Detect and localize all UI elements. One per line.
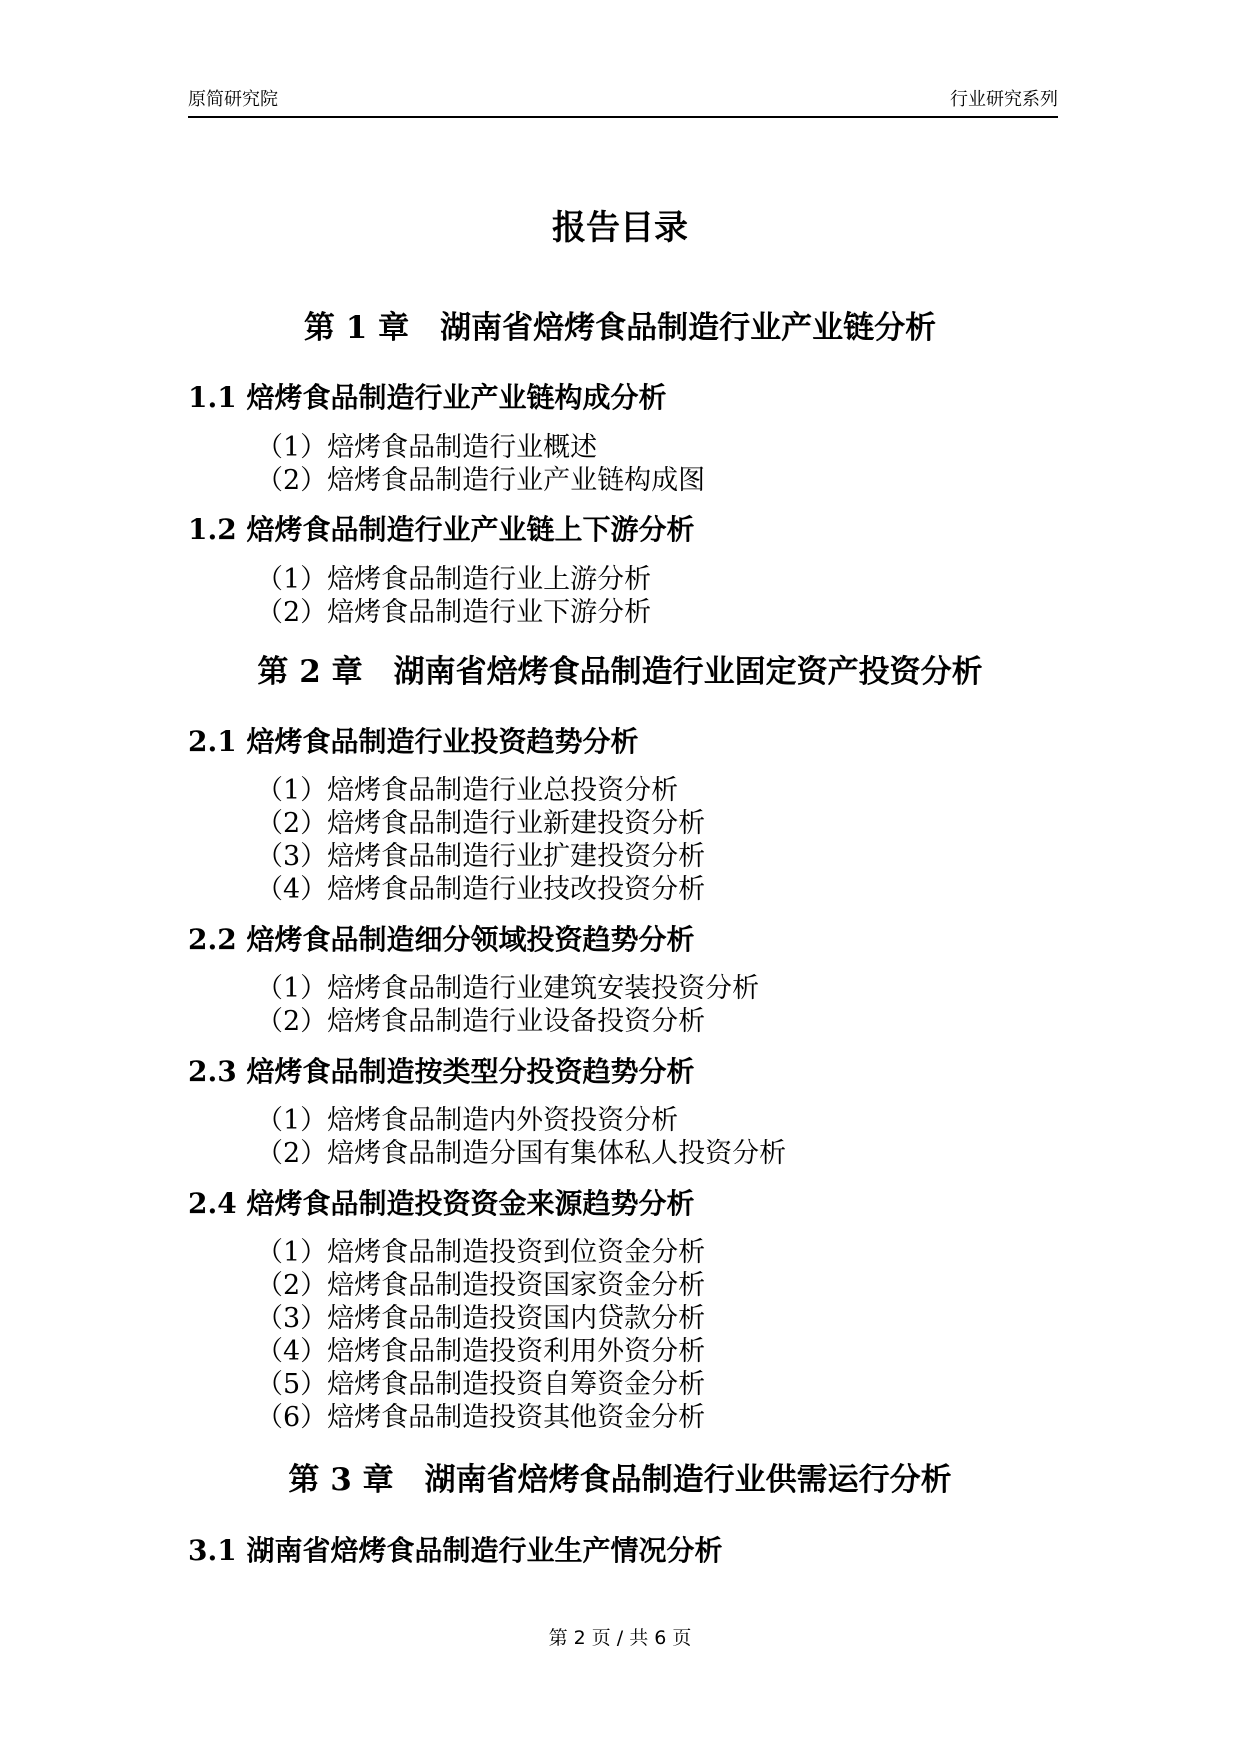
toc-item: （1）焙烤食品制造行业总投资分析 [256,775,679,806]
toc-item: （1）焙烤食品制造内外资投资分析 [256,1105,679,1136]
toc-item: （2）焙烤食品制造行业下游分析 [256,597,652,628]
section-heading: 1.1 焙烤食品制造行业产业链构成分析 [188,381,667,414]
page-header [188,88,1058,118]
toc-item: （2）焙烤食品制造分国有集体私人投资分析 [256,1138,787,1169]
section-heading: 2.3 焙烤食品制造按类型分投资趋势分析 [188,1055,695,1088]
toc-item: （2）焙烤食品制造行业产业链构成图 [256,465,706,496]
toc-item: （2）焙烤食品制造投资国家资金分析 [256,1270,706,1301]
toc-item: （4）焙烤食品制造行业技改投资分析 [256,874,706,905]
page-number: 第 2 页 / 共 6 页 [548,1627,692,1649]
toc-item: （5）焙烤食品制造投资自筹资金分析 [256,1369,706,1400]
toc-title: 报告目录 [552,208,688,248]
toc-item: （1）焙烤食品制造行业上游分析 [256,564,652,595]
chapter-heading: 第 3 章 湖南省焙烤食品制造行业供需运行分析 [288,1462,952,1498]
header-series: 行业研究系列 [950,89,1058,110]
toc-item: （1）焙烤食品制造投资到位资金分析 [256,1237,706,1268]
toc-item: （1）焙烤食品制造行业建筑安装投资分析 [256,973,760,1004]
toc-item: （2）焙烤食品制造行业设备投资分析 [256,1006,706,1037]
toc-item: （2）焙烤食品制造行业新建投资分析 [256,808,706,839]
toc-item: （4）焙烤食品制造投资利用外资分析 [256,1336,706,1367]
section-heading: 3.1 湖南省焙烤食品制造行业生产情况分析 [188,1534,723,1567]
chapter-heading: 第 2 章 湖南省焙烤食品制造行业固定资产投资分析 [257,654,983,690]
toc-item: （6）焙烤食品制造投资其他资金分析 [256,1402,706,1433]
section-heading: 2.1 焙烤食品制造行业投资趋势分析 [188,725,639,758]
section-heading: 1.2 焙烤食品制造行业产业链上下游分析 [188,513,695,546]
section-heading: 2.4 焙烤食品制造投资资金来源趋势分析 [188,1187,695,1220]
section-heading: 2.2 焙烤食品制造细分领域投资趋势分析 [188,923,695,956]
toc-item: （3）焙烤食品制造投资国内贷款分析 [256,1303,706,1334]
header-organization: 原简研究院 [188,89,278,110]
toc-item: （3）焙烤食品制造行业扩建投资分析 [256,841,706,872]
chapter-heading: 第 1 章 湖南省焙烤食品制造行业产业链分析 [303,310,937,346]
toc-item: （1）焙烤食品制造行业概述 [256,432,598,463]
